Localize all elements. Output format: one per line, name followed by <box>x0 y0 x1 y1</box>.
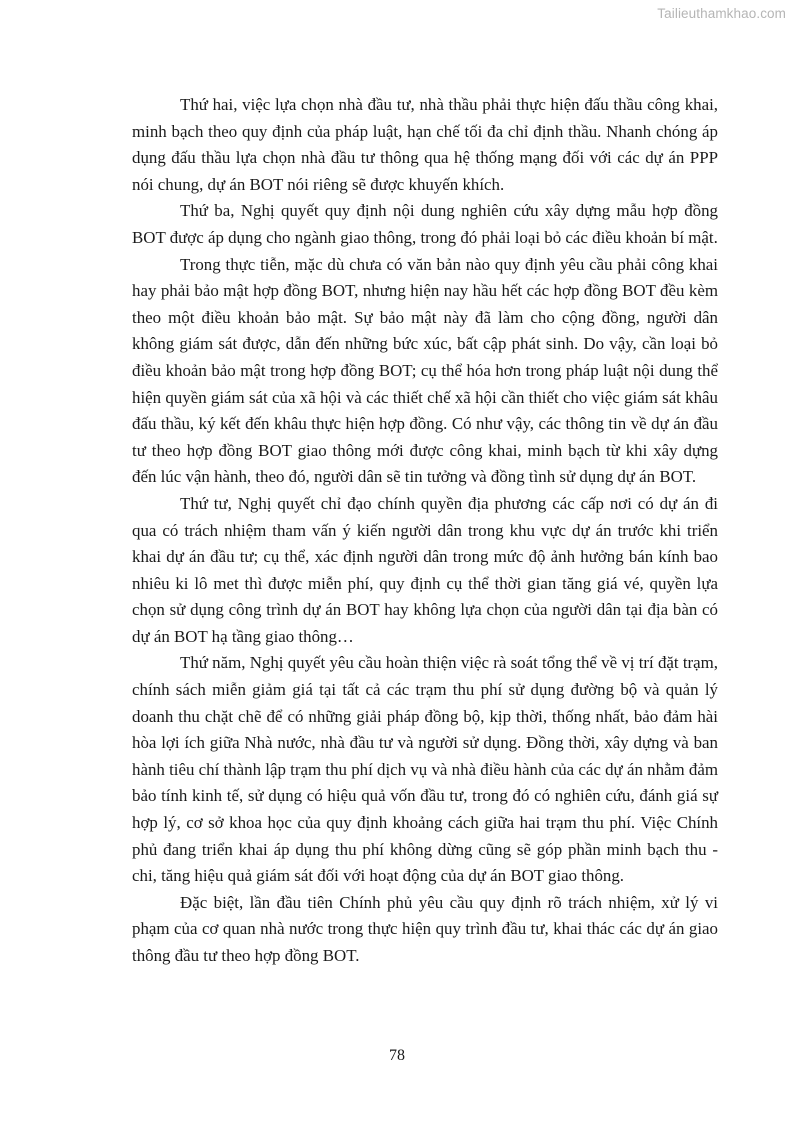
watermark: Tailieuthamkhao.com <box>657 6 786 21</box>
page-number: 78 <box>389 1047 405 1064</box>
paragraph-dac-biet: Đặc biệt, lần đầu tiên Chính phủ yêu cầu quy định rõ trách nhiệm, xử lý vi phạm của cơ quan nhà nước trong thực hiện quy trình đầu tư, khai thác các dự án giao thông đầu tư theo hợp đồng BOT. <box>132 892 718 965</box>
paragraph-thu-nam: Thứ năm, Nghị quyết yêu cầu hoàn thiện việc rà soát tổng thể về vị trí đặt trạm, chính sách miễn giảm giá tại tất cả các trạm thu phí sử dụng đường bộ và quản lý doanh thu chặt chẽ để có những giải pháp đồng bộ, kịp thời, thống nhất, bảo đảm hài hòa lợi ích giữa Nhà nước, nhà đầu tư và người sử dụng. Đồng thời, xây dựng và ban hành tiêu chí thành lập trạm thu phí dịch vụ và nhà điều hành của các dự án nhằm đảm bảo tính kinh tế, sử dụng có hiệu quả vốn đầu tư, trong đó có nghiên cứu, đánh giá sự hợp lý, cơ sở khoa học của quy định khoảng cách giữa hai trạm thu phí. Việc Chính phủ đang triển khai áp dụng thu phí không dừng cũng sẽ góp phần minh bạch thu - chi, tăng hiệu quả giám sát đối với hoạt động của dự án BOT giao thông. <box>132 653 718 886</box>
document-body <box>132 92 718 970</box>
paragraph-thu-hai: Thứ hai, việc lựa chọn nhà đầu tư, nhà thầu phải thực hiện đấu thầu công khai, minh bạch theo quy định của pháp luật, hạn chế tối đa chỉ định thầu. Nhanh chóng áp dụng đấu thầu lựa chọn nhà đầu tư thông qua hệ thống mạng đối với các dự án PPP nói chung, dự án BOT nói riêng sẽ được khuyến khích. <box>132 95 718 194</box>
paragraph-trong-thuc-tien: Trong thực tiễn, mặc dù chưa có văn bản nào quy định yêu cầu phải công khai hay phải bảo mật hợp đồng BOT, nhưng hiện nay hầu hết các hợp đồng BOT đều kèm theo một điều khoản bảo mật. Sự bảo mật này đã làm cho cộng đồng, người dân không giám sát được, dẫn đến những bức xúc, bất cập phát sinh. Do vậy, cần loại bỏ điều khoản bảo mật trong hợp đồng BOT; cụ thể hóa hơn trong pháp luật nội dung thể hiện quyền giám sát của xã hội và các thiết chế xã hội cần thiết cho việc giám sát khâu đấu thầu, ký kết đến khâu thực hiện hợp đồng. Có như vậy, các thông tin về dự án đầu tư theo hợp đồng BOT giao thông mới được công khai, minh bạch từ khi xây dựng đến lúc vận hành, theo đó, người dân sẽ tin tưởng và đồng tình sử dụng dự án BOT. <box>132 254 718 487</box>
paragraph-thu-tu: Thứ tư, Nghị quyết chỉ đạo chính quyền địa phương các cấp nơi có dự án đi qua có trách nhiệm tham vấn ý kiến người dân trong khu vực dự án trước khi triển khai dự án đầu tư; cụ thể, xác định người dân trong mức độ ảnh hưởng bán kính bao nhiêu ki lô met thì được miễn phí, quy định cụ thể thời gian tăng giá vé, quyền lựa chọn sử dụng công trình dự án BOT hay không lựa chọn của người dân tại địa bàn có dự án BOT hạ tầng giao thông… <box>132 493 718 646</box>
paragraph-thu-ba: Thứ ba, Nghị quyết quy định nội dung nghiên cứu xây dựng mẫu hợp đồng BOT được áp dụng cho ngành giao thông, trong đó phải loại bỏ các điều khoản bí mật. <box>132 201 718 247</box>
